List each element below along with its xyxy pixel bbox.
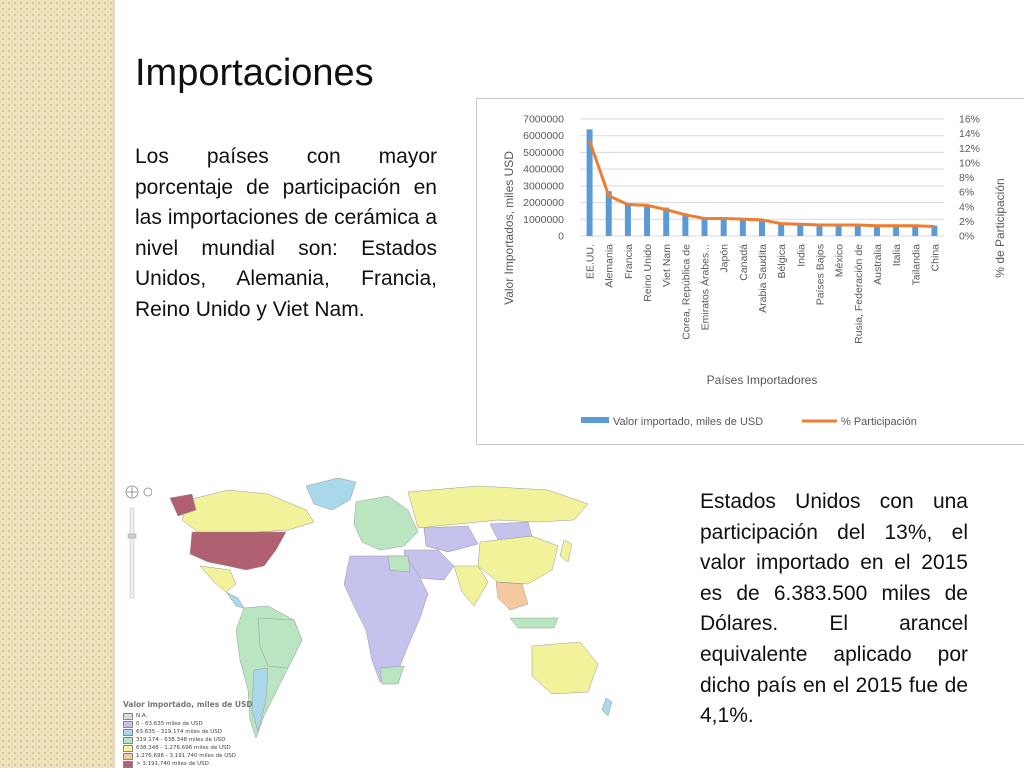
x-tick-label: Rusia, Federación de xyxy=(853,244,865,344)
x-tick-label: Países Bajos xyxy=(814,244,826,305)
imports-chart xyxy=(476,98,1024,445)
legend-swatch-bar xyxy=(581,417,609,423)
map-africa xyxy=(344,556,428,682)
map-legend-swatch xyxy=(123,737,133,744)
y2-tick-label: 16% xyxy=(959,114,980,126)
map-legend-item xyxy=(123,712,253,720)
map-europe xyxy=(354,496,418,550)
x-tick-label: Tailandia xyxy=(910,244,922,286)
x-tick-label: Canadá xyxy=(738,244,750,281)
map-legend-item xyxy=(123,720,253,728)
map-country-china xyxy=(478,536,558,584)
decorative-strip-edge xyxy=(112,0,115,768)
y2-tick-label: 10% xyxy=(959,157,980,169)
x-tick-label: Australia xyxy=(872,244,884,285)
slide-title: Importaciones xyxy=(135,52,374,95)
map-country-sudafrica xyxy=(380,666,404,684)
y2-tick-label: 8% xyxy=(959,172,974,184)
y-tick-label: 1000000 xyxy=(523,214,564,226)
chart-svg xyxy=(477,99,1024,444)
bar xyxy=(682,213,688,236)
x-tick-label: Emiratos Árabes... xyxy=(699,244,712,330)
map-legend-swatch xyxy=(123,753,133,760)
map-country-new-zealand xyxy=(602,698,612,716)
y-tick-label: 2000000 xyxy=(523,197,564,209)
x-tick-label: China xyxy=(929,244,941,272)
map-country-india xyxy=(454,566,488,606)
map-navigation-controls[interactable] xyxy=(122,482,152,612)
map-legend-swatch xyxy=(123,721,133,728)
map-legend-rows xyxy=(123,712,253,768)
x-tick-label: Corea, República de xyxy=(680,244,692,340)
map-legend-swatch xyxy=(123,745,133,752)
map-legend-item xyxy=(123,744,253,752)
left-paragraph: Los países con mayor porcentaje de participación en las importaciones de cerámica a nivel mundial son: Estados Unidos, Alemania, Francia, Reino Unido y Viet Nam. xyxy=(135,142,437,326)
x-tick-label: Arabia Saudita xyxy=(757,244,769,313)
y-tick-label: 5000000 xyxy=(523,147,564,159)
bar xyxy=(625,203,631,236)
map-legend-label: 0 - 63.635 miles de USD xyxy=(136,721,203,727)
x-tick-label: Francia xyxy=(623,244,635,279)
y2-tick-label: 14% xyxy=(959,128,980,140)
bar xyxy=(702,218,708,236)
map-legend-swatch xyxy=(123,729,133,736)
map-legend-swatch xyxy=(123,761,133,768)
y-tick-label: 7000000 xyxy=(523,114,564,126)
y2-axis-title: % de Participación xyxy=(993,178,1007,277)
map-central-asia xyxy=(424,526,478,552)
x-tick-label: Italia xyxy=(891,244,903,266)
x-tick-label: EE.UU. xyxy=(585,244,597,279)
y2-tick-label: 2% xyxy=(959,216,974,228)
map-legend-label: N.A. xyxy=(136,713,147,719)
map-country-greenland xyxy=(306,478,356,510)
legend-label-line: % Participación xyxy=(841,416,917,428)
map-legend-item xyxy=(123,752,253,760)
map-country-usa xyxy=(190,532,286,570)
map-central-america xyxy=(226,592,244,608)
y-tick-label: 4000000 xyxy=(523,164,564,176)
x-tick-label: Japón xyxy=(719,244,731,273)
x-axis-title: Países Importadores xyxy=(707,373,818,387)
map-country-australia xyxy=(532,642,598,694)
y2-tick-label: 12% xyxy=(959,143,980,155)
y2-tick-label: 4% xyxy=(959,201,974,213)
map-legend-title: Valor importado, miles de USD xyxy=(123,700,253,709)
y-tick-label: 6000000 xyxy=(523,130,564,142)
bar xyxy=(663,208,669,236)
bar xyxy=(740,218,746,236)
map-country-egipto xyxy=(388,556,410,572)
bar xyxy=(721,218,727,236)
participation-line xyxy=(590,141,935,227)
map-country-japan xyxy=(560,540,572,562)
map-legend-swatch xyxy=(123,713,133,720)
x-tick-label: Viet Nam xyxy=(661,244,673,287)
map-southeast-asia xyxy=(496,582,528,610)
map-legend-item xyxy=(123,728,253,736)
bar xyxy=(644,205,650,236)
map-indonesia xyxy=(510,618,558,628)
map-legend-item xyxy=(123,736,253,744)
decorative-left-strip xyxy=(0,0,112,768)
x-tick-label: India xyxy=(795,244,807,267)
y-tick-label: 3000000 xyxy=(523,180,564,192)
map-legend-label: 1.276.696 - 3.191.740 miles de USD xyxy=(136,753,236,759)
map-country-mexico xyxy=(200,566,236,592)
y-tick-label: 0 xyxy=(558,231,564,243)
map-legend-label: > 3.191.740 miles de USD xyxy=(136,761,209,767)
legend-label-bar: Valor importado, miles de USD xyxy=(613,416,763,428)
x-tick-label: Bélgica xyxy=(776,244,788,279)
map-legend-item xyxy=(123,760,253,768)
map-country-canada xyxy=(182,490,314,534)
y2-tick-label: 0% xyxy=(959,231,974,243)
map-legend-label: 638.348 - 1.276.696 miles de USD xyxy=(136,745,231,751)
y-axis-title: Valor Importados, miles USD xyxy=(502,151,516,305)
right-paragraph: Estados Unidos con una participación del 13%, el valor importado en el 2015 es de 6.383.500 miles de Dólares. El arancel equivalente aplicado por dicho país en el 2015 fue de 4,1%. xyxy=(700,487,968,732)
world-map xyxy=(118,470,618,768)
map-legend-label: 319.174 - 638.348 miles de USD xyxy=(136,737,226,743)
x-tick-label: Reino Unido xyxy=(642,244,654,302)
x-tick-label: Alemania xyxy=(604,244,616,288)
y2-tick-label: 6% xyxy=(959,187,974,199)
map-legend xyxy=(123,700,253,768)
map-legend-label: 63.635 - 319.174 miles de USD xyxy=(136,729,222,735)
x-tick-label: México xyxy=(834,244,846,277)
map-country-russia xyxy=(408,486,588,528)
